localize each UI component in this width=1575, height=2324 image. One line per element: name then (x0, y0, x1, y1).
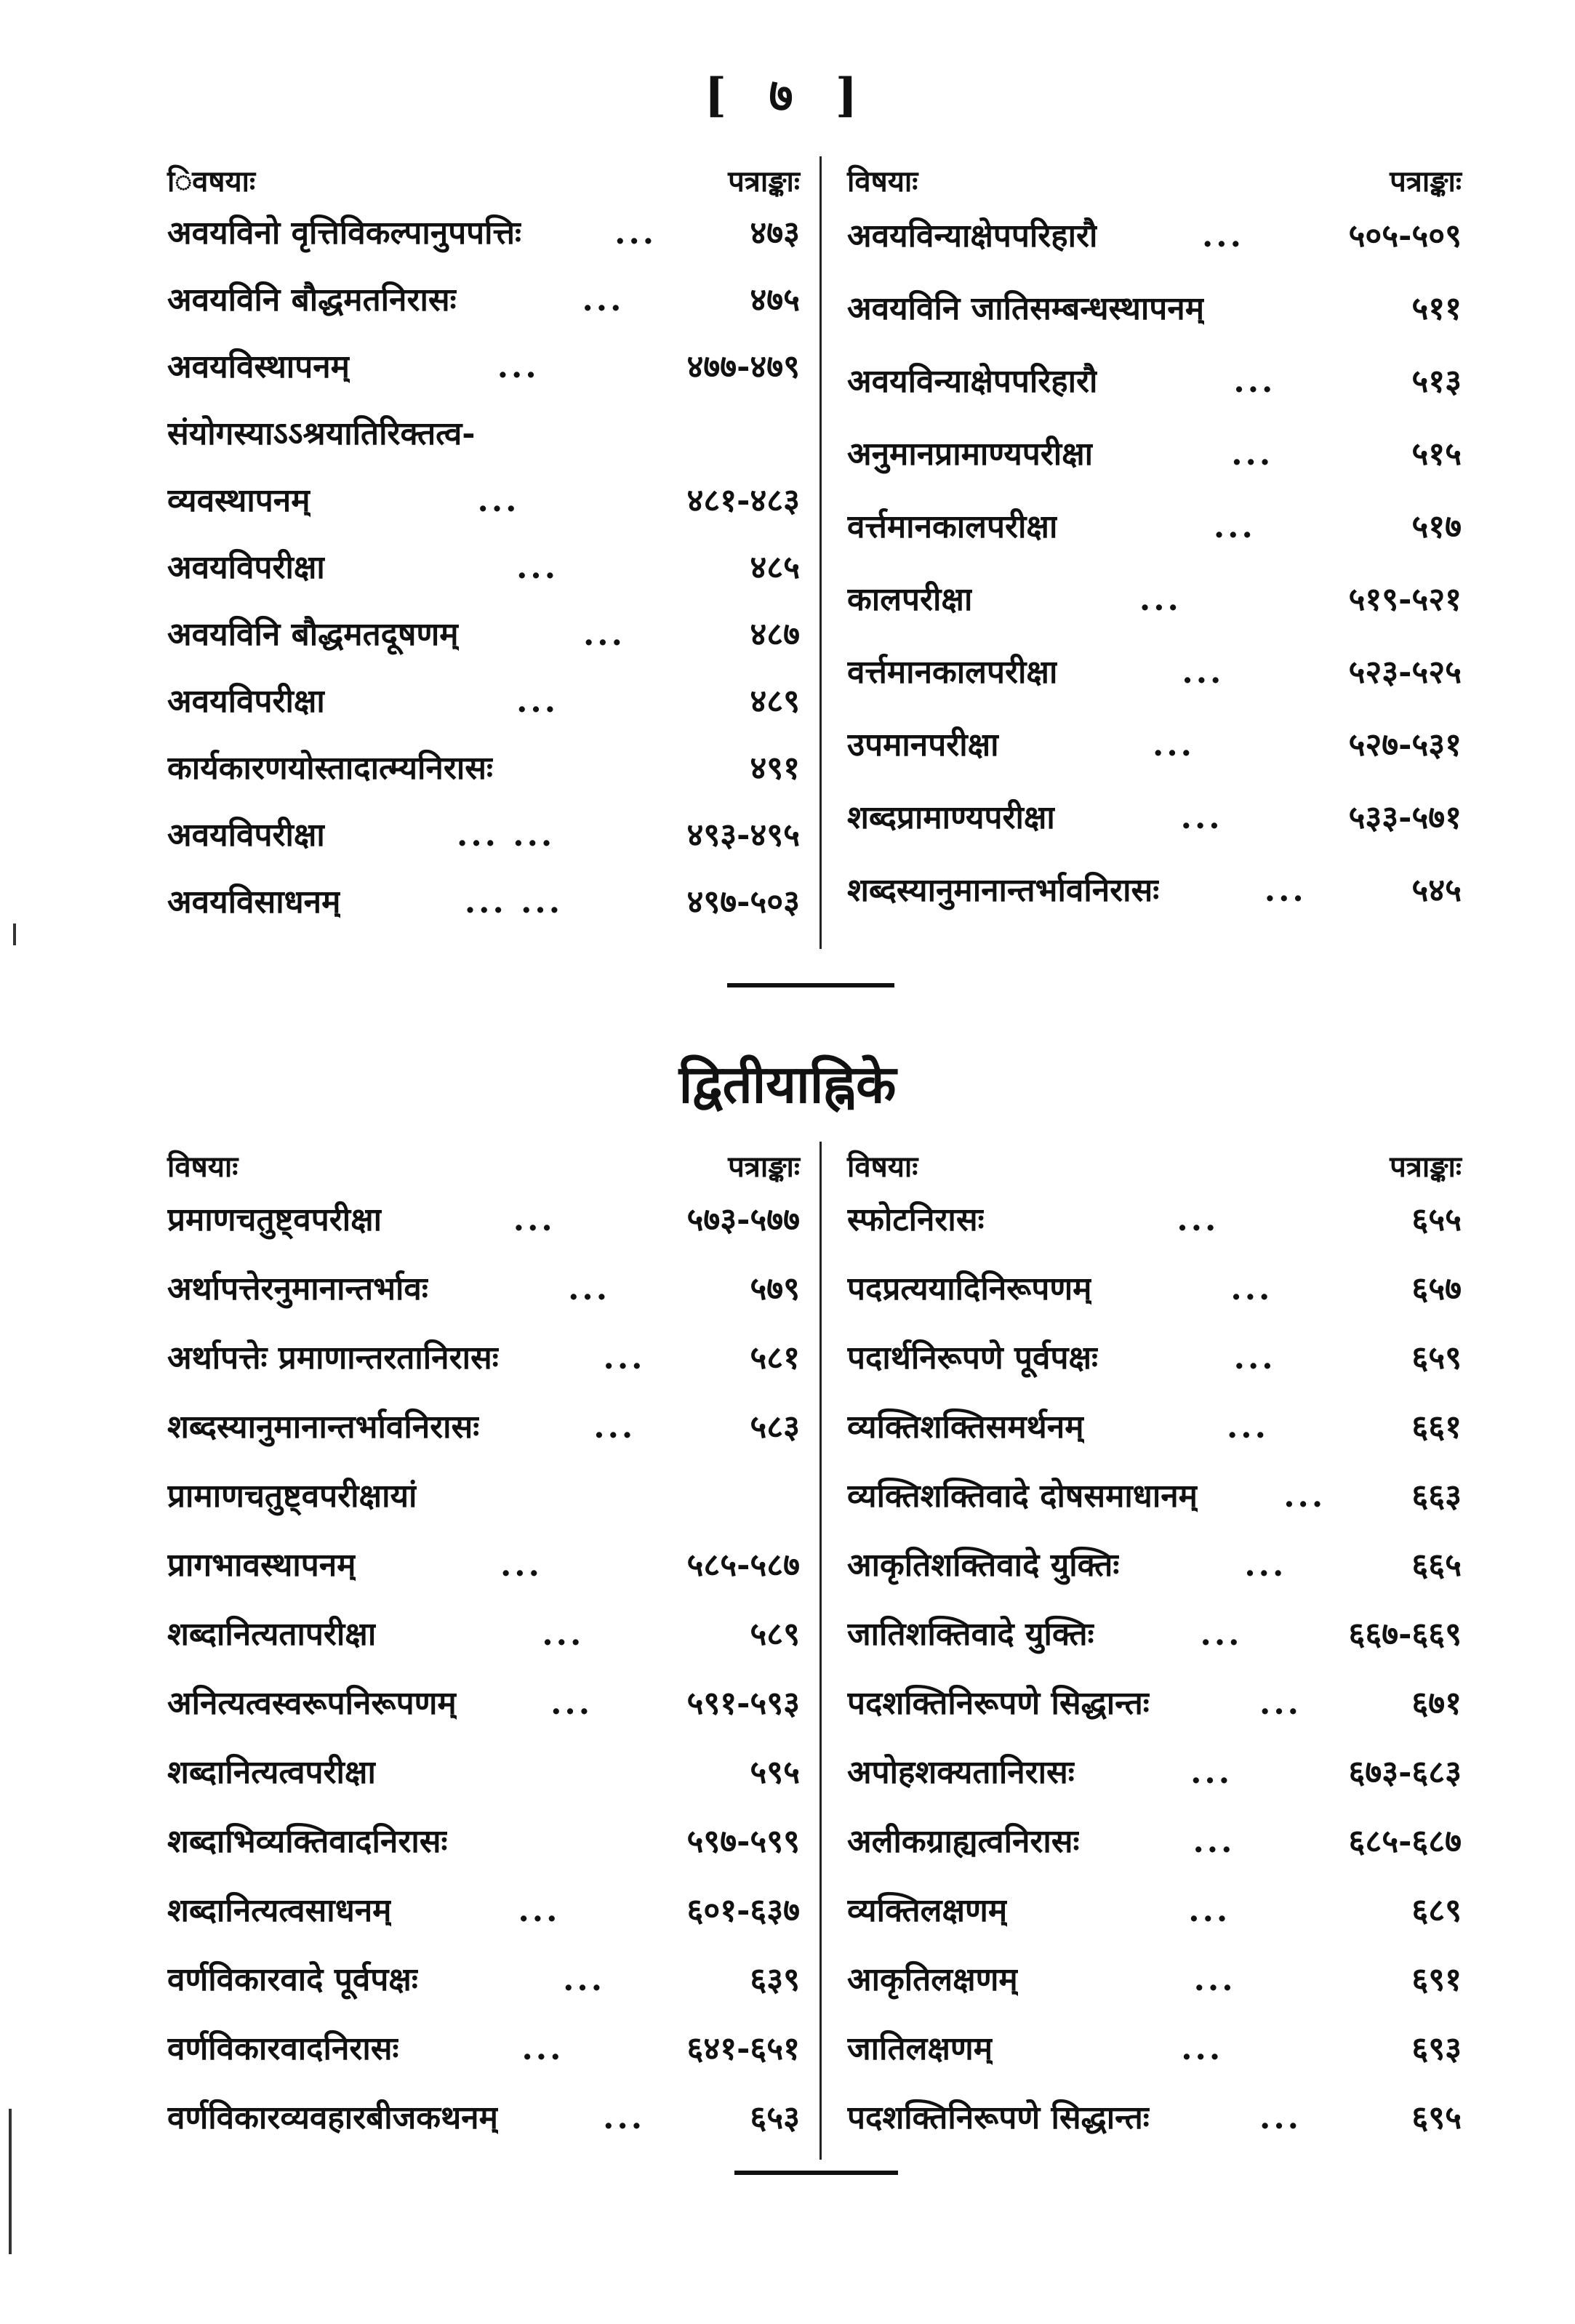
entry-page: ६६१ (1411, 1409, 1462, 1446)
entry-page: ६५७ (1411, 1270, 1462, 1307)
entry-page: ६७३-६८३ (1348, 1754, 1462, 1791)
entry-title: व्यक्तिशक्तिवादे दोषसमाधानम् (847, 1478, 1198, 1515)
entry-leader: ... (550, 1685, 593, 1722)
page-header: पत्राङ्काः (728, 164, 800, 199)
entry-title: स्फोटनिरासः (847, 1201, 985, 1238)
entry-title: जातिशक्तिवादे युक्तिः (847, 1616, 1094, 1653)
entry-title: अनित्यत्वस्वरूपनिरूपणम् (167, 1685, 457, 1722)
toc-entry (847, 854, 1462, 927)
page-number: [ ७ ] (704, 68, 871, 123)
entry-page: ६६७-६६९ (1348, 1616, 1462, 1653)
entry-title: संयोगस्याऽऽश्रयातिरिक्तत्व- (167, 415, 476, 452)
toc-entry (167, 1462, 800, 1531)
entry-leader: ... (1200, 1616, 1243, 1653)
entry-page: ५१३ (1411, 363, 1462, 400)
column-header (847, 1134, 1462, 1185)
entry-title: शब्दस्यानुमानान्तर्भावनिरासः (847, 872, 1160, 909)
toc-right-column (847, 1134, 1462, 2152)
entry-page: ५९१-५९३ (686, 1685, 800, 1722)
entry-leader: ... (1259, 1685, 1302, 1722)
entry-page: ५२३-५२५ (1348, 654, 1462, 691)
entry-page: ४८१-४८३ (686, 482, 800, 519)
entry-leader: ... (614, 215, 657, 252)
entry-title: अवयविनो वृत्तिविकल्पानुपपत्तिः (167, 215, 521, 252)
entry-title: शब्दाभिव्यक्तिवादनिरासः (167, 1823, 448, 1860)
toc-entry (847, 564, 1462, 636)
entry-leader: ... (1201, 217, 1244, 255)
entry-title: कालपरीक्षा (847, 581, 973, 618)
toc-left-column (167, 1134, 800, 2152)
toc-entry (167, 200, 800, 267)
entry-page: ६०१-६३७ (686, 1892, 800, 1929)
entry-leader: ... (1213, 508, 1256, 545)
entry-page: ४७५ (750, 281, 800, 318)
subject-header: विषयाः (847, 1150, 918, 1184)
entry-leader: ... (582, 616, 625, 653)
toc-entry (167, 1393, 800, 1462)
entry-title: आकृतिलक्षणम् (847, 1961, 1018, 1998)
entry-title: शब्दप्रामाण्यपरीक्षा (847, 799, 1055, 836)
entry-title: प्रामाणचतुष्ट्वपरीक्षायां (167, 1478, 417, 1515)
entry-page: ५९७-५९९ (686, 1823, 800, 1860)
entry-page: ४७३ (750, 215, 800, 252)
entry-page: ६६३ (1411, 1478, 1462, 1515)
toc-entry (167, 468, 800, 534)
toc-entry (167, 1807, 800, 1876)
toc-entry (167, 869, 800, 936)
entry-title: वर्णविकारवादे पूर्वपक्षः (167, 1961, 418, 1998)
toc-entry (847, 1600, 1462, 1669)
toc-entry (167, 1185, 800, 1254)
entry-title: अवयविनि जातिसम्बन्धस्थापनम् (847, 290, 1205, 327)
entry-leader: ... (513, 1201, 556, 1238)
entry-leader: ... (518, 1892, 561, 1929)
entry-leader: ... (1193, 1823, 1235, 1860)
entry-page: ६९३ (1411, 2030, 1462, 2067)
entry-page: ६३९ (750, 1961, 800, 1998)
toc-entry (847, 636, 1462, 709)
toc-entry (847, 418, 1462, 491)
entry-leader: ... (542, 1616, 585, 1653)
entry-title: पदार्थनिरूपणे पूर्वपक्षः (847, 1339, 1098, 1377)
entry-title: कार्यकारणयोस्तादात्म्यनिरासः (167, 750, 493, 787)
toc-entry (847, 1531, 1462, 1600)
entry-leader: ... (477, 482, 520, 519)
subject-header: िवषयाः (167, 164, 256, 199)
entry-title: व्यक्तिशक्तिसमर्थनम् (847, 1409, 1084, 1446)
entry-page: ६६५ (1411, 1547, 1462, 1584)
toc-entry (847, 1945, 1462, 2014)
entry-page: ४८७ (750, 616, 800, 653)
column-divider (819, 1142, 822, 2160)
entry-leader: ... (603, 1339, 646, 1377)
entry-leader: ... (1182, 654, 1225, 691)
entry-page: ४८५ (750, 549, 800, 586)
section-rule (734, 2171, 898, 2175)
entry-title: अपोहशक्यतानिरासः (847, 1754, 1075, 1791)
page-header: पत्राङ्काः (1390, 164, 1462, 199)
entry-title: वर्णविकारवादनिरासः (167, 2030, 399, 2067)
toc-entry (847, 1807, 1462, 1876)
toc-entry (847, 1185, 1462, 1254)
toc-entry (167, 735, 800, 802)
entry-title: अवयविन्याक्षेपपरिहारौ (847, 217, 1098, 255)
entry-page: ५८३ (750, 1409, 800, 1446)
entry-leader: ... (1177, 1201, 1219, 1238)
entry-title: अवयविसाधनम् (167, 883, 341, 921)
entry-page: ४७७-४७९ (686, 348, 800, 385)
entry-leader: ... (1264, 872, 1307, 909)
entry-list (847, 1185, 1462, 2152)
entry-leader: ... (1190, 1754, 1233, 1791)
column-divider (819, 156, 822, 949)
toc-entry (167, 1600, 800, 1669)
toc-entry (167, 1945, 800, 2014)
entry-title: प्रागभावस्थापनम् (167, 1547, 356, 1584)
entry-title: वर्त्तमानकालपरीक्षा (847, 654, 1058, 691)
toc-entry (847, 2083, 1462, 2152)
margin-mark (9, 2109, 12, 2254)
entry-title: अवयविपरीक्षा (167, 817, 325, 854)
entry-title: पदशक्तिनिरूपणे सिद्धान्तः (847, 1685, 1150, 1722)
page-header: पत्राङ्काः (728, 1150, 800, 1184)
entry-title: अवयविपरीक्षा (167, 683, 325, 720)
entry-title: अवयविपरीक्षा (167, 549, 325, 586)
entry-leader: ... (1231, 436, 1274, 473)
entry-page: ५८९ (750, 1616, 800, 1653)
entry-leader: ... (1259, 2099, 1302, 2136)
toc-entry (167, 802, 800, 869)
entry-page: ६९५ (1411, 2099, 1462, 2136)
section-heading: द्वितीयाह्निके (678, 1053, 897, 1115)
subject-header: विषयाः (167, 1150, 239, 1184)
section-rule (727, 983, 894, 987)
entry-title: उपमानपरीक्षा (847, 726, 999, 764)
entry-leader: ... (1139, 581, 1182, 618)
entry-title: पदप्रत्ययादिनिरूपणम् (847, 1270, 1092, 1307)
entry-title: पदशक्तिनिरूपणे सिद्धान्तः (847, 2099, 1150, 2136)
entry-title: शब्दस्यानुमानान्तर्भावनिरासः (167, 1409, 480, 1446)
entry-title: वर्त्तमानकालपरीक्षा (847, 508, 1058, 545)
entry-title: अवयविन्याक्षेपपरिहारौ (847, 363, 1098, 400)
entry-page: ४९७-५०३ (686, 883, 800, 921)
entry-title: अनुमानप्रामाण्यपरीक्षा (847, 436, 1094, 473)
toc-entry (167, 1323, 800, 1393)
entry-title: शब्दानित्यत्वसाधनम् (167, 1892, 392, 1929)
entry-page: ५८१ (750, 1339, 800, 1377)
toc-entry (167, 1669, 800, 1738)
entry-leader: ... (1188, 1892, 1231, 1929)
entry-leader: ... (563, 1961, 606, 1998)
entry-page: ५१५ (1411, 436, 1462, 473)
entry-page: ५८५-५८७ (686, 1547, 800, 1584)
entry-title: शब्दानित्यतापरीक्षा (167, 1616, 377, 1653)
entry-page: ५४५ (1411, 872, 1462, 909)
entry-leader: ... (1230, 1270, 1273, 1307)
entry-title: जातिलक्षणम् (847, 2030, 993, 2067)
entry-page: ६५३ (750, 2099, 800, 2136)
toc-entry (167, 1254, 800, 1323)
entry-leader: ... (516, 549, 559, 586)
entry-page: ५३३-५७१ (1348, 799, 1462, 836)
toc-entry (167, 2083, 800, 2152)
toc-entry (847, 1738, 1462, 1807)
toc-entry (167, 1876, 800, 1945)
entry-page: ६५५ (1411, 1201, 1462, 1238)
entry-list (167, 200, 800, 936)
entry-list (167, 1185, 800, 2152)
entry-page: ४९३-४९५ (686, 817, 800, 854)
toc-entry (167, 1738, 800, 1807)
entry-leader: ... (1181, 2030, 1224, 2067)
entry-page: ५०५-५०९ (1348, 217, 1462, 255)
entry-page: ६४१-६५१ (686, 2030, 800, 2067)
entry-page: ५२७-५३१ (1348, 726, 1462, 764)
toc-right-column (847, 149, 1462, 927)
entry-leader: ... ... (457, 817, 556, 854)
entry-leader: ... (1244, 1547, 1287, 1584)
column-header (167, 149, 800, 200)
entry-page: ६७१ (1411, 1685, 1462, 1722)
entry-page: ५१७ (1411, 508, 1462, 545)
entry-leader: ... (521, 2030, 564, 2067)
entry-page: ४९१ (750, 750, 800, 787)
toc-entry (167, 668, 800, 735)
toc-entry (847, 273, 1462, 345)
toc-entry (167, 401, 800, 468)
toc-entry (167, 2014, 800, 2083)
toc-entry (167, 1531, 800, 1600)
entry-leader: ... (1153, 726, 1195, 764)
entry-page: ६५९ (1411, 1339, 1462, 1377)
entry-title: अर्थापत्तेः प्रमाणान्तरतानिरासः (167, 1339, 499, 1377)
entry-leader: ... (1233, 363, 1276, 400)
entry-page: ६८९ (1411, 1892, 1462, 1929)
toc-entry (167, 334, 800, 401)
toc-entry (847, 1669, 1462, 1738)
entry-leader: ... (516, 683, 559, 720)
column-header (847, 149, 1462, 200)
toc-entry (847, 200, 1462, 273)
entry-leader: ... (1180, 799, 1223, 836)
entry-title: अवयविनि बौद्धमतदूषणम् (167, 616, 459, 653)
toc-entry (847, 782, 1462, 854)
entry-leader: ... (497, 348, 540, 385)
entry-leader: ... (582, 281, 625, 318)
entry-title: व्यवस्थापनम् (167, 482, 310, 519)
subject-header: विषयाः (847, 164, 918, 199)
toc-entry (847, 1393, 1462, 1462)
entry-leader: ... (603, 2099, 646, 2136)
entry-page: ६९१ (1411, 1961, 1462, 1998)
toc-entry (847, 1254, 1462, 1323)
entry-title: शब्दानित्यत्वपरीक्षा (167, 1754, 376, 1791)
entry-page: ५७३-५७७ (686, 1201, 800, 1238)
entry-page: ५११ (1411, 290, 1462, 327)
entry-leader: ... (593, 1409, 636, 1446)
entry-leader: ... (568, 1270, 611, 1307)
entry-title: प्रमाणचतुष्ट्वपरीक्षा (167, 1201, 382, 1238)
entry-page: ५७९ (750, 1270, 800, 1307)
entry-page: ५१९-५२१ (1348, 581, 1462, 618)
entry-list (847, 200, 1462, 927)
entry-leader: ... (500, 1547, 542, 1584)
entry-title: अवयविनि बौद्धमतनिरासः (167, 281, 457, 318)
entry-leader: ... (1226, 1409, 1269, 1446)
column-header (167, 1134, 800, 1185)
toc-entry (847, 2014, 1462, 2083)
page-header: पत्राङ्काः (1390, 1150, 1462, 1184)
toc-entry (847, 491, 1462, 564)
toc-entry (167, 267, 800, 334)
entry-leader: ... ... (464, 883, 564, 921)
entry-title: अलीकग्राह्यत्वनिरासः (847, 1823, 1080, 1860)
entry-leader: ... (1283, 1478, 1326, 1515)
toc-entry (167, 534, 800, 601)
entry-title: आकृतिशक्तिवादे युक्तिः (847, 1547, 1120, 1584)
entry-title: वर्णविकारव्यवहारबीजकथनम् (167, 2099, 498, 2136)
entry-page: ६८५-६८७ (1348, 1823, 1462, 1860)
toc-entry (847, 1462, 1462, 1531)
entry-page: ४८९ (750, 683, 800, 720)
toc-entry (167, 601, 800, 668)
entry-title: व्यक्तिलक्षणम् (847, 1892, 1008, 1929)
entry-title: अवयविस्थापनम् (167, 348, 350, 385)
entry-title: अर्थापत्तेरनुमानान्तर्भावः (167, 1270, 428, 1307)
entry-leader: ... (1233, 1339, 1276, 1377)
toc-entry (847, 345, 1462, 418)
entry-page: ५९५ (750, 1754, 800, 1791)
entry-leader: ... (1193, 1961, 1236, 1998)
toc-entry (847, 1323, 1462, 1393)
toc-left-column (167, 149, 800, 936)
toc-entry (847, 1876, 1462, 1945)
toc-entry (847, 709, 1462, 782)
margin-mark (13, 923, 16, 945)
